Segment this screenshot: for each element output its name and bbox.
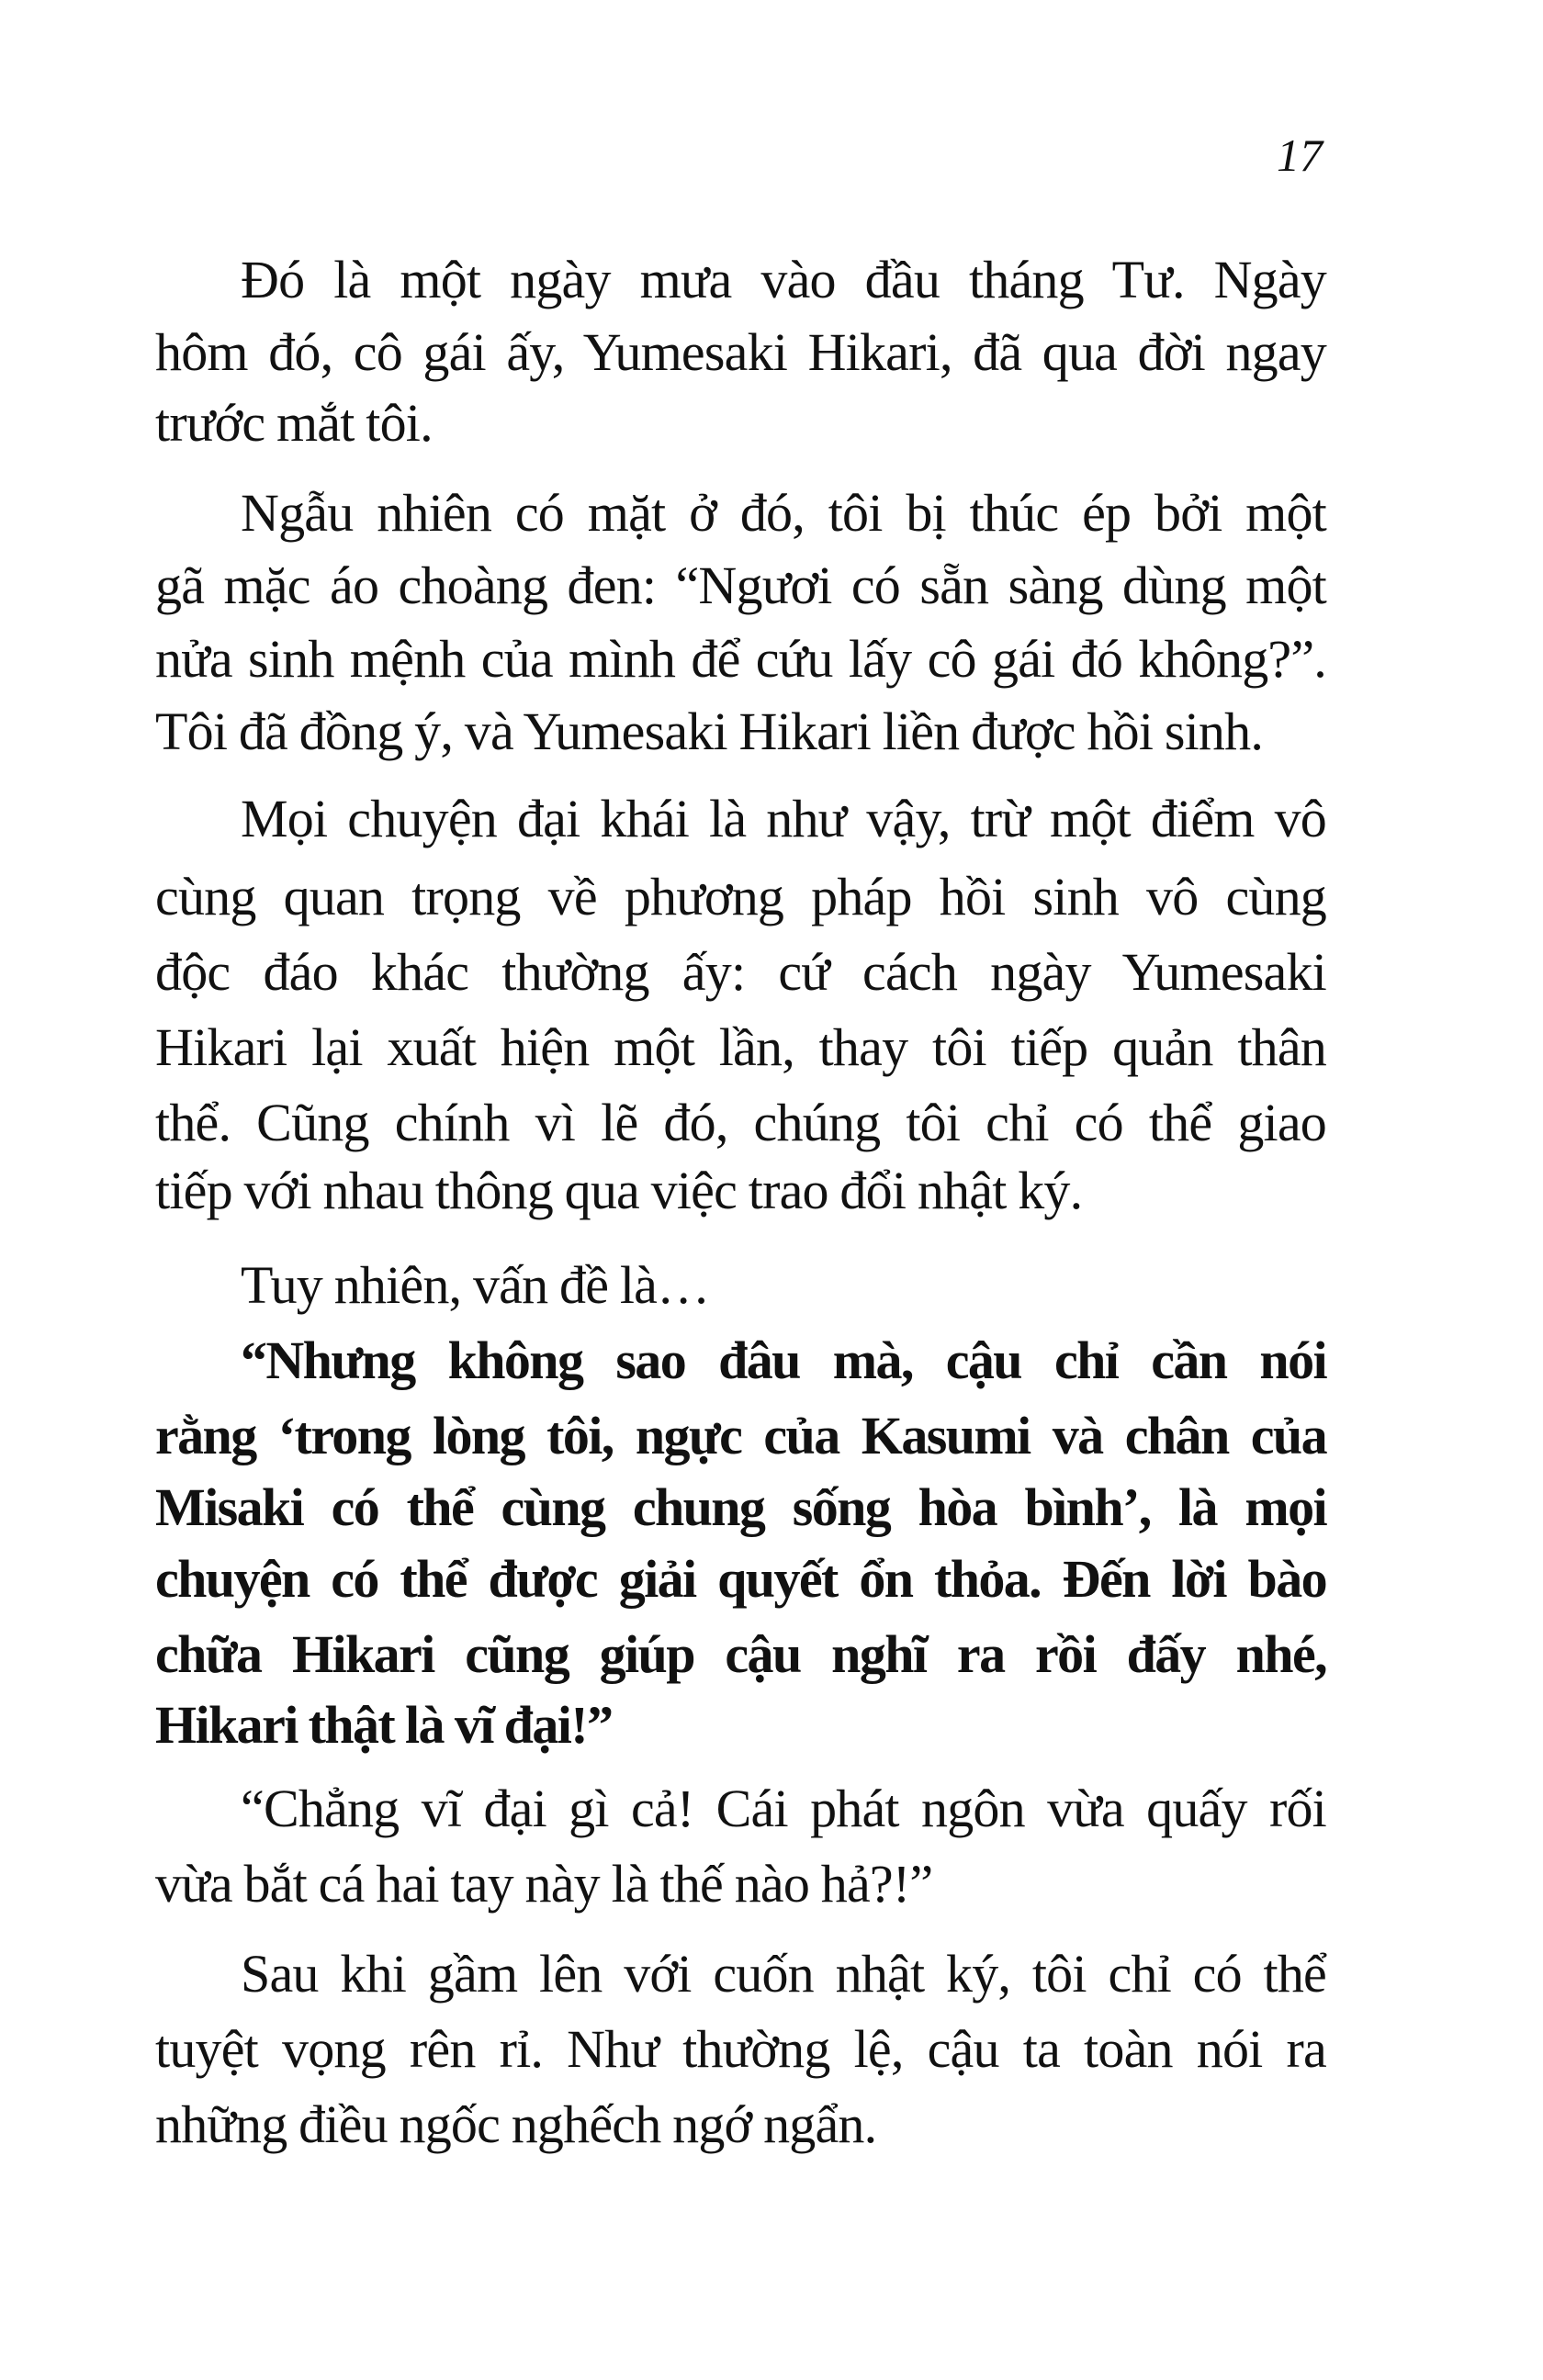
text-line: Ngẫu nhiên có mặt ở đó, tôi bị thúc ép bởi một — [241, 483, 1326, 543]
text-line: gã mặc áo choàng đen: “Ngươi có sẵn sàng dùng một — [155, 556, 1326, 615]
text-line: “Nhưng không sao đâu mà, cậu chỉ cần nói — [241, 1330, 1326, 1390]
text-line: rằng ‘trong lòng tôi, ngực của Kasumi và chân của — [155, 1406, 1326, 1465]
text-line: tuyệt vọng rên rỉ. Như thường lệ, cậu ta toàn nói ra — [155, 2019, 1326, 2079]
text-line: Hikari lại xuất hiện một lần, thay tôi tiếp quản thân — [155, 1017, 1326, 1077]
text-line: hôm đó, cô gái ấy, Yumesaki Hikari, đã qua đời ngay — [155, 322, 1326, 382]
text-line: Đó là một ngày mưa vào đầu tháng Tư. Ngày — [241, 250, 1326, 309]
text-line: cùng quan trọng về phương pháp hồi sinh vô cùng — [155, 867, 1326, 926]
text-line: tiếp với nhau thông qua việc trao đổi nhật ký. — [155, 1161, 1083, 1220]
text-line: Sau khi gầm lên với cuốn nhật ký, tôi chỉ có thể — [241, 1944, 1326, 2004]
text-line: những điều ngốc nghếch ngớ ngẩn. — [155, 2094, 877, 2154]
text-line: Misaki có thể cùng chung sống hòa bình’, là mọi — [155, 1477, 1326, 1537]
text-line: thể. Cũng chính vì lẽ đó, chúng tôi chỉ có thể giao — [155, 1093, 1326, 1152]
text-line: trước mắt tôi. — [155, 393, 433, 453]
text-line: nửa sinh mệnh của mình để cứu lấy cô gái đó không?”. — [155, 629, 1326, 689]
text-line: vừa bắt cá hai tay này là thế nào hả?!” — [155, 1854, 933, 1914]
text-line: chuyện có thể được giải quyết ổn thỏa. Đến lời bào — [155, 1549, 1326, 1609]
text-line: Tuy nhiên, vấn đề là… — [241, 1255, 710, 1315]
page-number: 17 — [1277, 129, 1323, 181]
text-line: Hikari thật là vĩ đại!” — [155, 1695, 613, 1755]
text-line: chữa Hikari cũng giúp cậu nghĩ ra rồi đấy nhé, — [155, 1624, 1326, 1684]
text-line: Mọi chuyện đại khái là như vậy, trừ một điểm vô — [241, 789, 1326, 848]
text-line: Tôi đã đồng ý, và Yumesaki Hikari liền được hồi sinh. — [155, 702, 1264, 761]
text-line: độc đáo khác thường ấy: cứ cách ngày Yumesaki — [155, 942, 1326, 1002]
text-line: “Chẳng vĩ đại gì cả! Cái phát ngôn vừa quấy rối — [241, 1779, 1326, 1838]
